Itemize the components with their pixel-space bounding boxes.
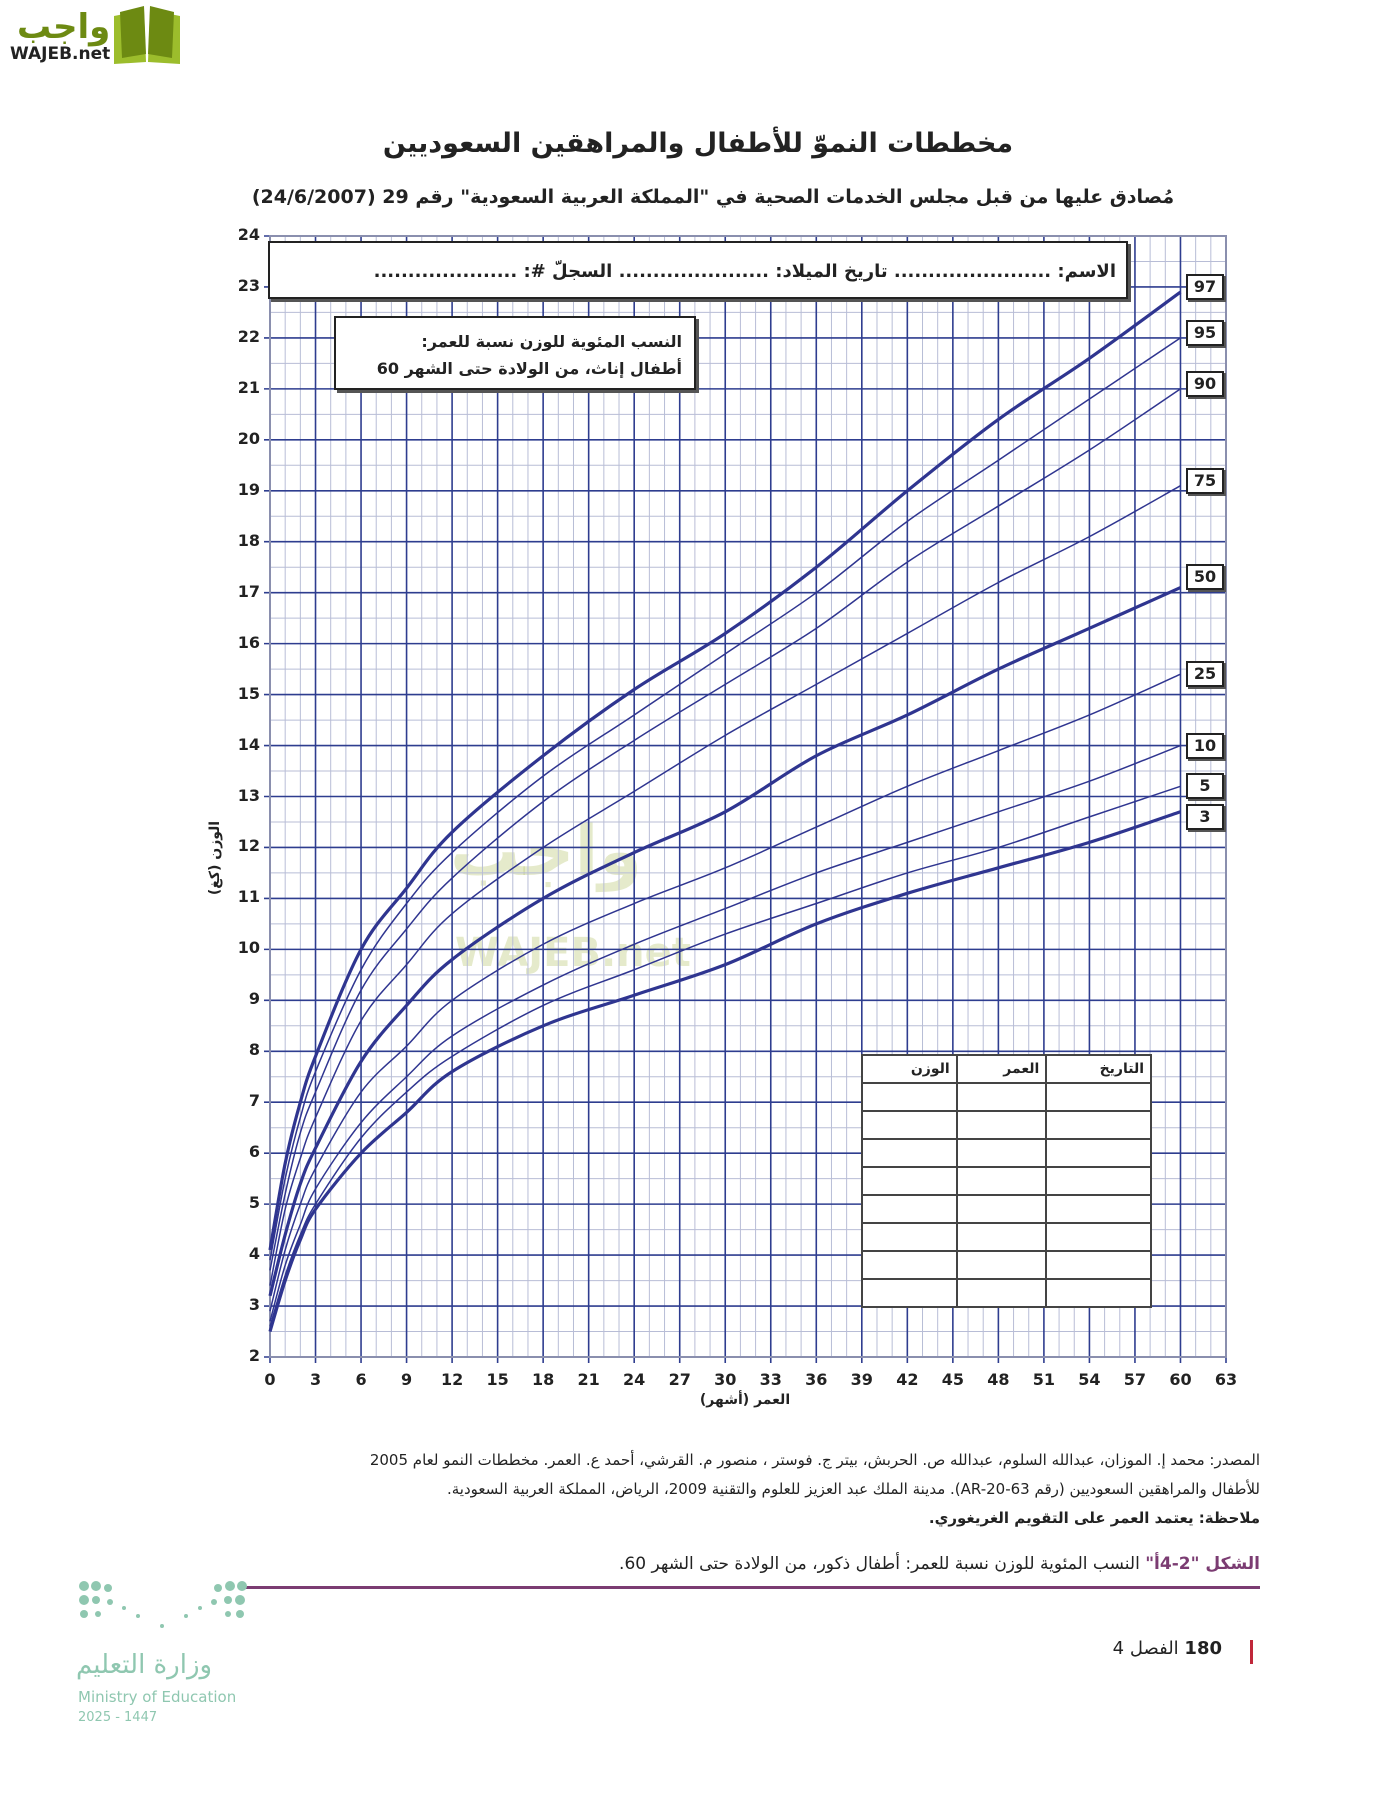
watermark-arabic: واجب [450,810,643,892]
y-tick-label: 7 [248,1091,260,1111]
caption-text: النسب المئوية للوزن نسبة للعمر: أطفال ذكور، من الولادة حتى الشهر 60. [619,1554,1140,1574]
y-axis-label: الوزن (كغ) [207,820,223,896]
page-subtitle: مُصادق عليها من قبل مجلس الخدمات الصحية في "المملكة العربية السعودية" رقم 29 (24/6/2007) [251,186,1175,208]
x-tick-label: 30 [714,1370,737,1389]
x-tick-label: 45 [941,1370,964,1389]
log-cell[interactable] [862,1251,957,1279]
legend-line-2: أطفال إناث، من الولادة حتى الشهر 60 [376,359,682,378]
log-cell[interactable] [957,1279,1047,1307]
y-tick-label: 13 [237,785,260,805]
log-cell[interactable] [1046,1279,1151,1307]
page-title: مخططات النموّ للأطفال والمراهقين السعوديين [382,128,1014,159]
y-tick-label: 15 [237,683,260,703]
page-footer [1000,1638,1222,1659]
x-tick-label: 51 [1032,1370,1056,1389]
log-cell[interactable] [1046,1083,1151,1111]
figure-caption [400,1554,1260,1574]
legend-line-1: النسب المئوية للوزن نسبة للعمر: [421,332,682,351]
log-cell[interactable] [957,1251,1047,1279]
x-tick-label: 54 [1078,1370,1101,1389]
log-cell[interactable] [862,1167,957,1195]
x-tick-label: 15 [486,1370,509,1389]
log-row [862,1111,1151,1139]
percentile-label-25: 25 [1186,661,1224,687]
x-tick-label: 48 [987,1370,1010,1389]
y-tick-label: 18 [237,530,260,550]
log-cell[interactable] [957,1195,1047,1223]
log-cell[interactable] [1046,1251,1151,1279]
percentile-label-75: 75 [1186,468,1224,494]
ministry-arabic: وزارة التعليم [76,1650,213,1680]
x-tick-label: 27 [668,1370,691,1389]
ministry-year: 2025 - 1447 [78,1710,158,1725]
x-tick-label: 36 [805,1370,828,1389]
log-row [862,1195,1151,1223]
y-tick-label: 16 [237,632,260,652]
log-cell[interactable] [957,1111,1047,1139]
log-cell[interactable] [957,1223,1047,1251]
log-row [862,1167,1151,1195]
x-tick-label: 3 [309,1370,322,1389]
x-tick-label: 0 [264,1370,276,1389]
log-row [862,1139,1151,1167]
log-cell[interactable] [862,1139,957,1167]
y-tick-label: 10 [237,938,260,958]
y-tick-label: 22 [237,326,260,346]
log-cell[interactable] [862,1279,957,1307]
log-cell[interactable] [957,1167,1047,1195]
col-date: التاريخ [1046,1055,1151,1083]
y-tick-label: 5 [248,1193,260,1213]
y-tick-label: 24 [237,225,260,244]
percentile-label-50: 50 [1186,564,1224,590]
watermark-latin: WAJEB.net [455,930,691,976]
x-tick-label: 24 [623,1370,646,1389]
y-tick-label: 20 [237,428,260,448]
note: ملاحظة: يعتمد العمر على التقويم الغريغوري. [928,1509,1260,1527]
y-tick-label: 3 [248,1295,260,1315]
y-tick-label: 8 [248,1040,260,1060]
caption-divider [240,1586,1260,1589]
log-cell[interactable] [862,1195,957,1223]
log-cell[interactable] [862,1083,957,1111]
page-number: 180 [1184,1638,1222,1659]
y-tick-label: 12 [237,836,260,856]
log-cell[interactable] [957,1139,1047,1167]
col-age: العمر [957,1055,1047,1083]
log-cell[interactable] [1046,1223,1151,1251]
x-tick-label: 60 [1169,1370,1192,1389]
footer-accent-bar [1250,1640,1253,1664]
y-tick-label: 9 [248,989,260,1009]
x-tick-label: 39 [850,1370,873,1389]
chart-legend-box [334,316,696,390]
y-tick-label: 11 [237,887,260,907]
chapter-label: الفصل 4 [1112,1638,1179,1659]
y-tick-label: 21 [237,377,260,397]
y-tick-label: 19 [237,479,260,499]
source-line-2: للأطفال والمراهقين السعوديين (رقم AR-20-63). مدينة الملك عبد العزيز للعلوم والتقنية 2009، الرياض، المملكة العربية السعودية. [446,1480,1260,1498]
y-tick-label: 6 [248,1142,260,1162]
x-tick-label: 6 [355,1370,367,1389]
percentile-label-10: 10 [1186,733,1224,759]
log-cell[interactable] [957,1083,1047,1111]
patient-info-box: الاسم: ....................... تاريخ الميلاد: ...................... السجلّ #: ..................... [268,241,1128,299]
percentile-label-5: 5 [1186,773,1224,799]
x-tick-label: 9 [400,1370,413,1389]
x-tick-label: 18 [532,1370,555,1389]
y-tick-label: 14 [237,734,260,754]
x-tick-label: 42 [896,1370,919,1389]
percentile-label-90: 90 [1186,371,1224,397]
log-cell[interactable] [1046,1195,1151,1223]
log-cell[interactable] [1046,1111,1151,1139]
source-line-1: المصدر: محمد إ. الموزان، عبدالله السلوم، عبدالله ص. الحربش، بيتر ج. فوستر ، منصور م. القرشي، أحمد ع. العمر. مخططات النمو لعام 2005 [369,1451,1260,1469]
x-tick-label: 12 [440,1370,464,1389]
y-tick-label: 2 [248,1346,260,1365]
logo-latin: WAJEB.net [10,44,111,64]
x-tick-label: 33 [759,1370,782,1389]
ministry-dots-logo-icon [78,1580,248,1635]
percentile-label-97: 97 [1186,274,1224,300]
caption-label: الشكل "2-4أ" [1145,1554,1260,1574]
y-tick-label: 17 [237,581,260,601]
log-cell[interactable] [862,1111,957,1139]
x-tick-label: 57 [1123,1370,1147,1389]
x-axis-label: العمر (أشهر) [699,1392,791,1408]
ministry-english: Ministry of Education [78,1688,237,1706]
x-tick-label: 21 [577,1370,600,1389]
col-weight: الوزن [862,1055,957,1083]
log-cell[interactable] [1046,1167,1151,1195]
percentile-label-3: 3 [1186,804,1224,830]
logo-arabic: واجب [16,7,111,47]
log-row [862,1223,1151,1251]
x-tick-label: 63 [1214,1370,1238,1389]
log-row [862,1251,1151,1279]
measurement-log-table [861,1054,1152,1308]
y-tick-label: 4 [248,1244,260,1264]
log-row [862,1279,1151,1307]
log-cell[interactable] [1046,1139,1151,1167]
y-tick-label: 23 [237,275,260,295]
percentile-label-95: 95 [1186,320,1224,346]
log-row [862,1083,1151,1111]
log-cell[interactable] [862,1223,957,1251]
